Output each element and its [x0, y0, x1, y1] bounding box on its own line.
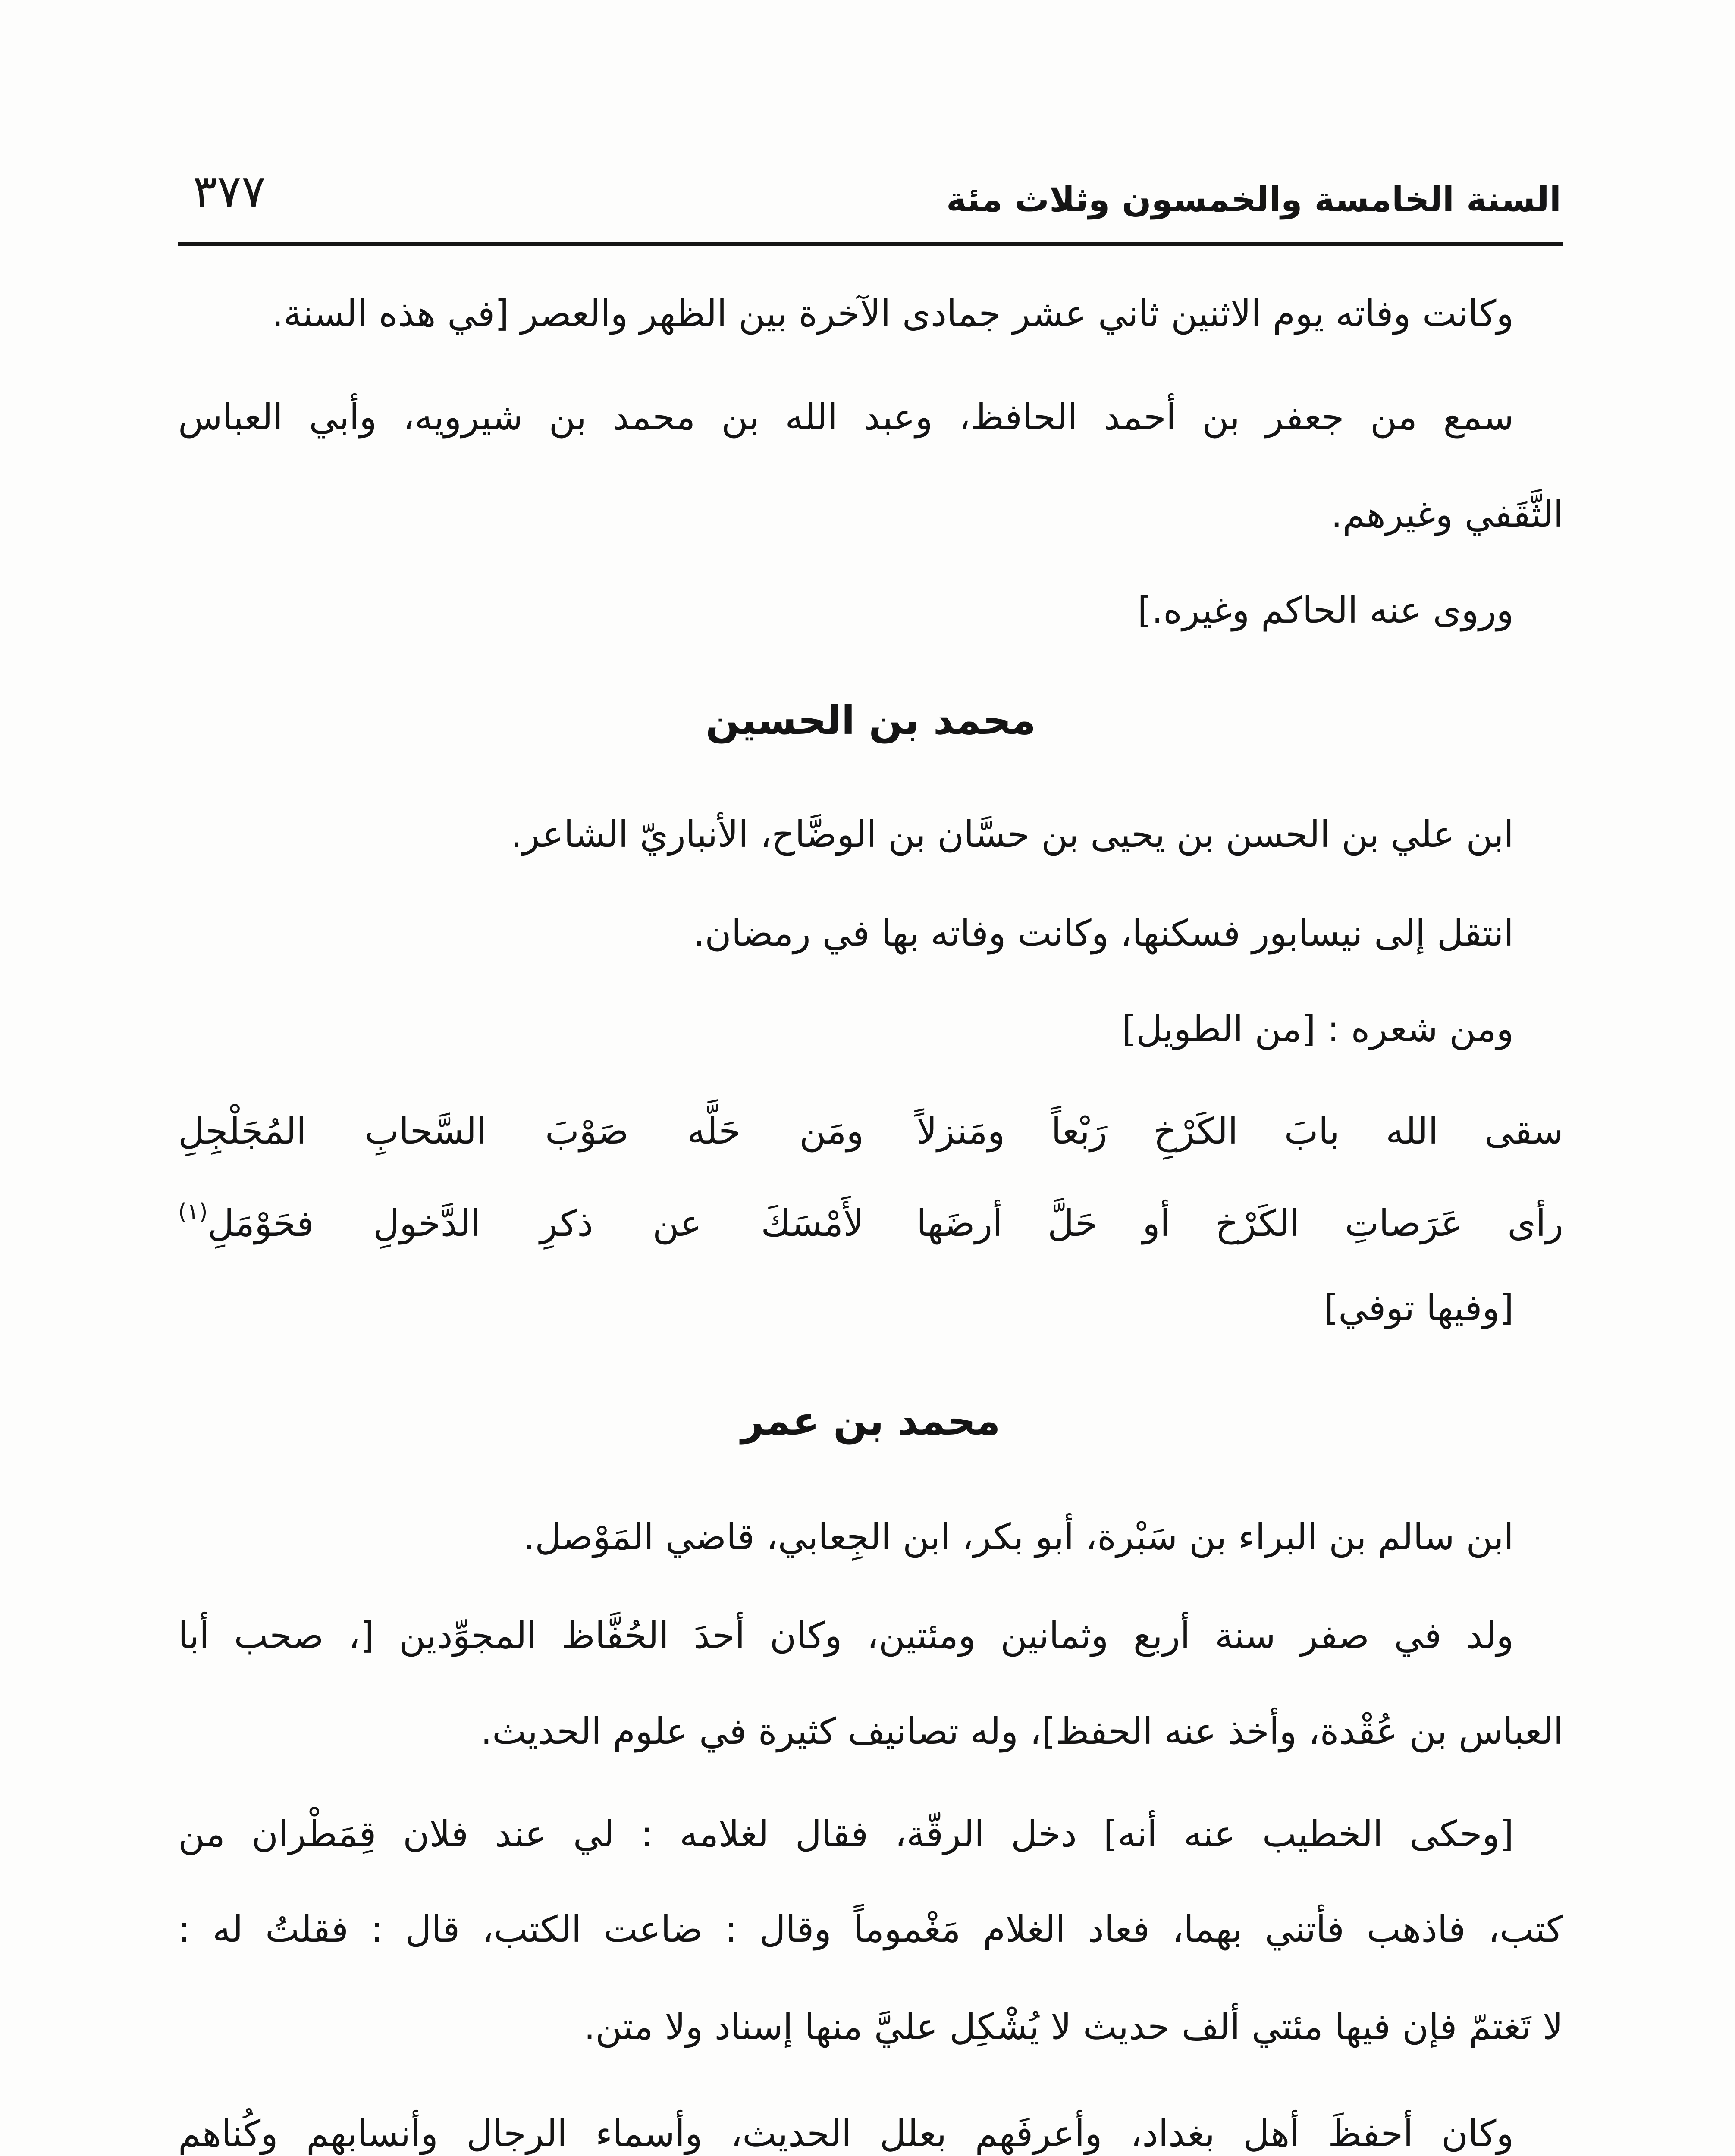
verse-line [178, 1088, 1563, 1174]
text-line: ومن شعره : [من الطويل] [1122, 1008, 1514, 1050]
text-line: [وحكى الخطيب عنه أنه] دخل الرقّة، فقال لغلامه : لي عند فلان قِمَطْران من [178, 1813, 1514, 1855]
verse-first-hemistich: سقى الله بابَ الكَرْخِ رَبْعاً ومَنزلاً [916, 1110, 1563, 1152]
text-line: العباس بن عُقْدة، وأخذ عنه الحفظ]، وله تصانيف كثيرة في علوم الحديث. [480, 1710, 1563, 1752]
verse-second-hemistich: ومَن حَلَّه صَوْبَ السَّحابِ المُجَلْجِلِ [178, 1110, 864, 1152]
text-line: ولد في صفر سنة أربع وثمانين ومئتين، وكان أحدَ الحُفَّاظ المجوِّدين [، صحب أبا [178, 1614, 1514, 1657]
verse-text: لأَمْسَكَ عن ذكرِ الدَّخولِ فحَوْمَلِ [207, 1202, 864, 1244]
text-line: انتقل إلى نيسابور فسكنها، وكانت وفاته بها في رمضان. [693, 912, 1514, 954]
text-line: الثَّقَفي وغيرهم. [1330, 493, 1563, 536]
entry-heading: محمد بن عمر [741, 1398, 1001, 1444]
text-line: ابن علي بن الحسن بن يحيى بن حسَّان بن الوضَّاح، الأنباريّ الشاعر. [511, 813, 1514, 856]
text-line: كتب، فاذهب فأتني بهما، فعاد الغلام مَغْموماً وقال : ضاعت الكتب، قال : فقلتُ له : [178, 1908, 1563, 1950]
header-rule [178, 242, 1563, 246]
text-line: ابن سالم بن البراء بن سَبْرة، أبو بكر، ابن الجِعابي، قاضي المَوْصل. [523, 1516, 1514, 1558]
footnote-marker: (١) [178, 1199, 208, 1225]
running-title: السنة الخامسة والخمسون وثلاث مئة [946, 179, 1561, 219]
text-line: [وفيها توفي] [1324, 1287, 1514, 1329]
text-line: لا تَغتمّ فإن فيها مئتي ألف حديث لا يُشْكِل عليَّ منها إسناد ولا متن. [584, 2006, 1563, 2048]
entry-heading: محمد بن الحسين [706, 697, 1036, 743]
verse-second-hemistich [178, 1180, 864, 1266]
page-number: ٣٧٧ [193, 165, 266, 218]
verse-line [178, 1180, 1563, 1266]
text-line: وكانت وفاته يوم الاثنين ثاني عشر جمادى الآخرة بين الظهر والعصر [في هذه السنة. [272, 292, 1514, 335]
text-line: سمع من جعفر بن أحمد الحافظ، وعبد الله بن محمد بن شيرويه، وأبي العباس [178, 396, 1514, 438]
verse-first-hemistich: رأى عَرَصاتِ الكَرْخ أو حَلَّ أرضَها [916, 1202, 1563, 1244]
text-line: وكان أحفظَ أهل بغداد، وأعرفَهم بعلل الحديث، وأسماء الرجال وأنسابهم وكُناهم [178, 2112, 1514, 2155]
text-line: وروى عنه الحاكم وغيره.] [1137, 589, 1514, 631]
